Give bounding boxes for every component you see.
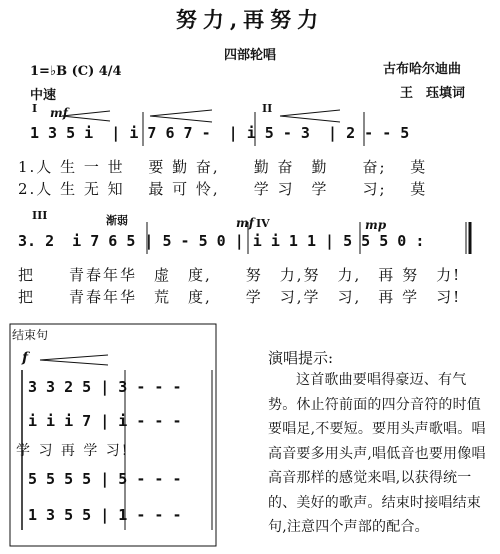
part-four-marker: IV xyxy=(256,217,270,230)
tempo-marking: 中速 xyxy=(30,88,57,103)
ending-part-3: 5 5 5 5 | 5 - - - xyxy=(28,470,182,488)
part-two-marker: II xyxy=(262,102,273,115)
dynamic-mf-2: mf xyxy=(236,216,254,230)
song-subtitle: 四部轮唱 xyxy=(223,48,276,63)
crescendo-1 xyxy=(62,111,110,121)
key-signature: 1=♭B (C) 4/4 xyxy=(30,64,122,79)
ending-part-2: i i i 7 | i - - - xyxy=(28,412,182,430)
lyrics-verse-2-line-1: 2.人 生 无 知 最 可 怜, 学 习 学 习; 莫 xyxy=(18,180,428,198)
ending-lyrics: 学 习 再 学 习! xyxy=(16,443,130,459)
crescendo-3 xyxy=(280,110,340,122)
lyrics-verse-1-line-1: 1.人 生 一 世 要 勤 奋, 勤 奋 勤 奋; 莫 xyxy=(18,158,428,176)
dynamic-f: f xyxy=(22,350,29,366)
dynamic-mf-1: mf xyxy=(50,106,68,120)
ending-box xyxy=(10,324,216,546)
melody-line-1: 1 3 5 i | i 7 6 7 - | i 5 - 3 | 2 - - 5 xyxy=(30,124,410,142)
ending-crescendo xyxy=(40,355,108,365)
composer-credit: 古布哈尔迪曲 xyxy=(383,62,462,77)
diminuendo-label: 渐弱 xyxy=(106,214,128,227)
lyricist-credit: 王 珏填词 xyxy=(400,86,466,101)
song-title: 努力,再努力 xyxy=(175,7,325,32)
tips-body: 这首歌曲要唱得豪迈、有气势。休止符前面的四分音符的时值要唱足,不要短。要用头声歌唱。唱高音要多用头声,唱低音也要用像唱高音那样的感觉来唱,以获得统一的、美好的歌声。结束时接唱结束句,注意四个声部的配合。 xyxy=(268,372,486,535)
part-one-marker: I xyxy=(32,102,38,115)
ending-part-4: 1 3 5 5 | 1 - - - xyxy=(28,506,182,524)
melody-line-2: 3. 2 i 7 6 5 | 5 - 5 0 | i i 1 1 | 5 5 5 0 : xyxy=(18,232,425,250)
crescendo-2 xyxy=(150,110,212,122)
lyrics-verse-2-line-2: 把 青春年华 荒 度, 学 习,学 习, 再 学 习! xyxy=(18,288,462,306)
ending-part-1: 3 3 2 5 | 3 - - - xyxy=(28,378,182,396)
part-three-marker: III xyxy=(32,209,48,222)
ending-label: 结束句 xyxy=(12,328,49,342)
tips-heading: 演唱提示: xyxy=(268,349,334,367)
lyrics-verse-1-line-2: 把 青春年华 虚 度, 努 力,努 力, 再 努 力! xyxy=(18,266,462,284)
dynamic-mp: mp xyxy=(365,218,387,232)
